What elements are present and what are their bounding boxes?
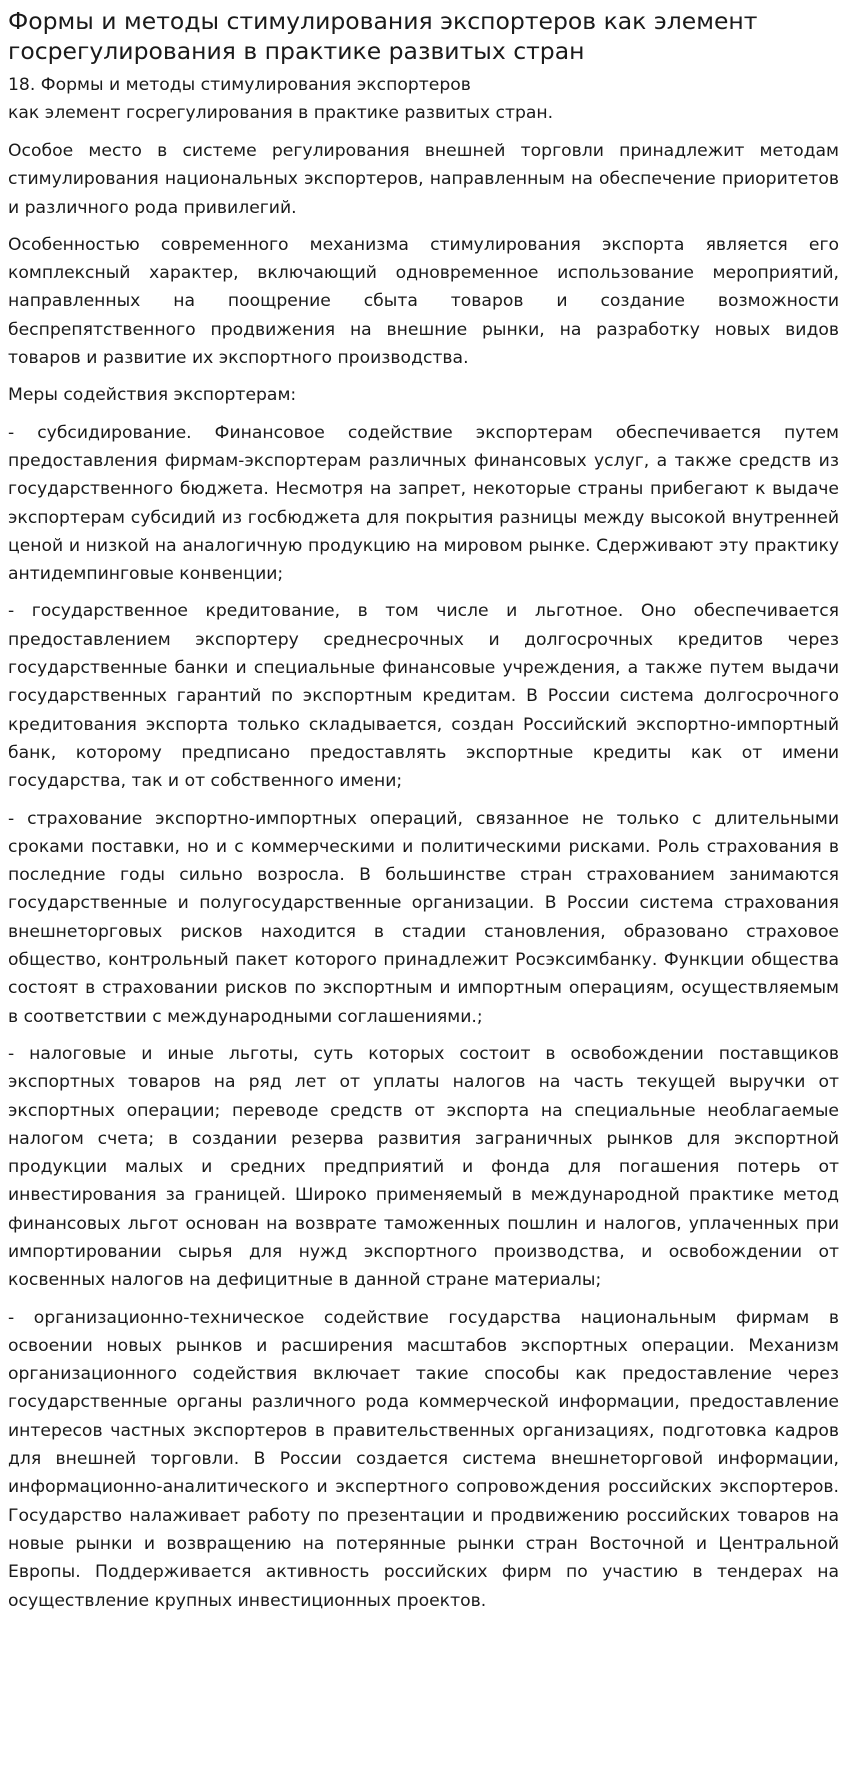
paragraph-state-credit: - государственное кредитование, в том числе и льготное. Оно обеспечивается предоставлением экспортеру среднесрочных и долгосрочных кредитов через государственные банки и специальные финансовые учреждения, а также путем выдачи государственных гарантий по экспортным кредитам. В России система долгосрочного кредитования экспорта только складывается, создан Российский экспортно-импортный банк, которому предписано предоставлять экспортные кредиты как от имени государства, так и от собственного имени;: [8, 601, 839, 792]
paragraph-organizational-support: - организационно-техническое содействие государства национальным фирмам в освоении новых рынков и расширения масштабов экспортных операции. Механизм организационного содействия включает такие способы как предоставление через государственные органы различного рода коммерческой информации, предоставление интересов частных экспортеров в правительственных организациях, подготовка кадров для внешней торговли. В России создается система внешнеторговой информации, информационно-аналитического и экспертного сопровождения российских экспортеров. Государство налаживает работу по презентации и продвижению российских товаров на новые рынки и возвращению на потерянные рынки стран Восточной и Центральной Европы. Поддерживается активность российских фирм по участию в тендерах на осуществление крупных инвестиционных проектов.: [8, 1307, 839, 1611]
section-heading-line-1: 18. Формы и методы стимулирования экспортеров: [8, 75, 471, 95]
paragraph-measures-heading: Меры содействия экспортерам:: [8, 385, 297, 406]
paragraph-insurance: - страхование экспортно-импортных операций, связанное не только с длительными сроками поставки, но и с коммерческими и политическими рисками. Роль страхования в последние годы сильно возросла. В большинстве стран страхованием занимаются государственные и полугосударственные организации. В России система страхования внешнеторговых рисков находится в стадии становления, образовано страховое общество, контрольный пакет которого принадлежит Росэксимбанку. Функции общества состоят в страховании рисков по экспортным и импортным операциям, осуществляемым в соответствии с международными соглашениями.;: [8, 808, 839, 1027]
paragraph-intro: Особое место в системе регулирования внешней торговли принадлежит методам стимулирования национальных экспортеров, направленным на обеспечение приоритетов и различного рода привилегий.: [8, 141, 839, 218]
document-title: Формы и методы стимулирования экспортеров как элемент госрегулирования в практике развитых стран: [8, 7, 758, 65]
paragraph-subsidies: - субсидирование. Финансовое содействие экспортерам обеспечивается путем предоставления фирмам-экспортерам различных финансовых услуг, а также средств из государственного бюджета. Несмотря на запрет, некоторые страны прибегают к выдаче экспортерам субсидий из госбюджета для покрытия разницы между высокой внутренней ценой и низкой на аналогичную продукцию на мировом рынке. Сдерживают эту практику антидемпинговые конвенции;: [8, 422, 839, 585]
section-heading: [8, 71, 839, 127]
paragraph-tax-benefits: - налоговые и иные льготы, суть которых состоит в освобождении поставщиков экспортных товаров на ряд лет от уплаты налогов на часть текущей выручки от экспортных операции; переводе средств от экспорта на специальные необлагаемые налогом счета; в создании резерва развития заграничных рынков для экспортной продукции малых и средних предприятий и фонда для погашения потерь от инвестирования за границей. Широко применяемый в международной практике метод финансовых льгот основан на возврате таможенных пошлин и налогов, уплаченных при импортировании сырья для нужд экспортного производства, и освобождении от косвенных налогов на дефицитные в данной стране материалы;: [8, 1043, 839, 1291]
paragraph-mechanism: Особенностью современного механизма стимулирования экспорта является его комплексный характер, включающий одновременное использование мероприятий, направленных на поощрение сбыта товаров и создание возможности беспрепятственного продвижения на внешние рынки, на разработку новых видов товаров и развитие их экспортного производства.: [8, 234, 839, 369]
section-heading-line-2: как элемент госрегулирования в практике развитых стран.: [8, 103, 554, 123]
